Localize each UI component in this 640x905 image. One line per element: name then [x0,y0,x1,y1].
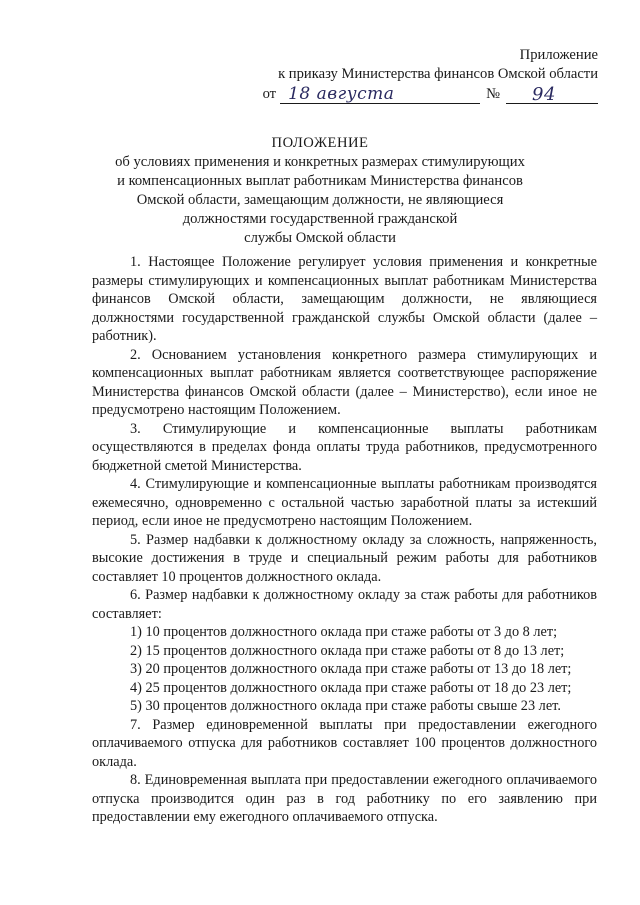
list-item-4: 4) 25 процентов должностного оклада при стаже работы от 18 до 23 лет; [130,679,572,696]
paragraph-5: 5. Размер надбавки к должностному окладу за сложность, напряженность, высокие достижения в труде и специальный режим работы для работников составляет 10 процентов должностного оклада. [92,531,597,585]
subtitle-line: должностями государственной гражданской [182,211,458,227]
title-main: ПОЛОЖЕНИЕ [271,135,369,151]
paragraph-6: 6. Размер надбавки к должностному окладу за стаж работы для работников составляет: [92,587,597,622]
paragraph-1: 1. Настоящее Положение регулирует условия применения и конкретные размеры стимулирующих и компенсационных выплат работникам Министерства финансов Омской области, замещающим должности, не являющиеся должностями государственной гражданской службы Омской области (далее – работник). [92,254,597,344]
appendix-header [238,46,598,104]
document-title [110,134,530,248]
appendix-label: Приложение [519,47,598,63]
paragraph-7: 7. Размер единовременной выплаты при предоставлении ежегодного оплачиваемого отпуска для работников составляет 100 процентов должностного оклада. [92,716,597,770]
paragraph-4: 4. Стимулирующие и компенсационные выплаты работникам производятся ежемесячно, одновременно с остальной частью заработной платы за истекший период, если иное не предусмотрено настоящим Положением. [92,476,597,529]
paragraph-3: 3. Стимулирующие и компенсационные выплаты работникам осуществляются в пределах фонда оплаты труда работников, предусмотренного бюджетной сметой Министерства. [92,420,597,474]
subtitle-line: Омской области, замещающим должности, не являющиеся [136,192,504,208]
order-date-number-row [238,85,598,104]
number-label: № [486,86,500,102]
order-reference: к приказу Министерства финансов Омской области [278,66,598,82]
subtitle-line: службы Омской области [244,230,396,246]
date-blank [280,85,480,104]
subtitle-line: и компенсационных выплат работникам Министерства финансов [117,173,523,189]
handwritten-date: 18 августа [288,84,395,104]
number-blank [506,85,598,104]
list-item-2: 2) 15 процентов должностного оклада при стаже работы от 8 до 13 лет; [130,642,565,659]
list-item-5: 5) 30 процентов должностного оклада при стаже работы свыше 23 лет. [130,698,561,714]
paragraph-8: 8. Единовременная выплата при предоставлении ежегодного оплачиваемого отпуска производится один раз в год работнику по его заявлению при предоставлении ему ежегодного оплачиваемого отпуска. [92,772,597,825]
paragraph-2: 2. Основанием установления конкретного размера стимулирующих и компенсационных выплат работникам является соответствующее распоряжение Министерства финансов Омской области (далее – Министерство), если иное не предусмотрено настоящим Положением. [92,346,597,418]
list-item-1: 1) 10 процентов должностного оклада при стаже работы от 3 до 8 лет; [130,624,558,640]
from-label: от [262,86,277,102]
list-item-3: 3) 20 процентов должностного оклада при стаже работы от 13 до 18 лет; [130,661,572,677]
document-body [92,253,597,827]
subtitle-line: об условиях применения и конкретных размерах стимулирующих [115,154,525,170]
handwritten-number: 94 [532,84,556,105]
